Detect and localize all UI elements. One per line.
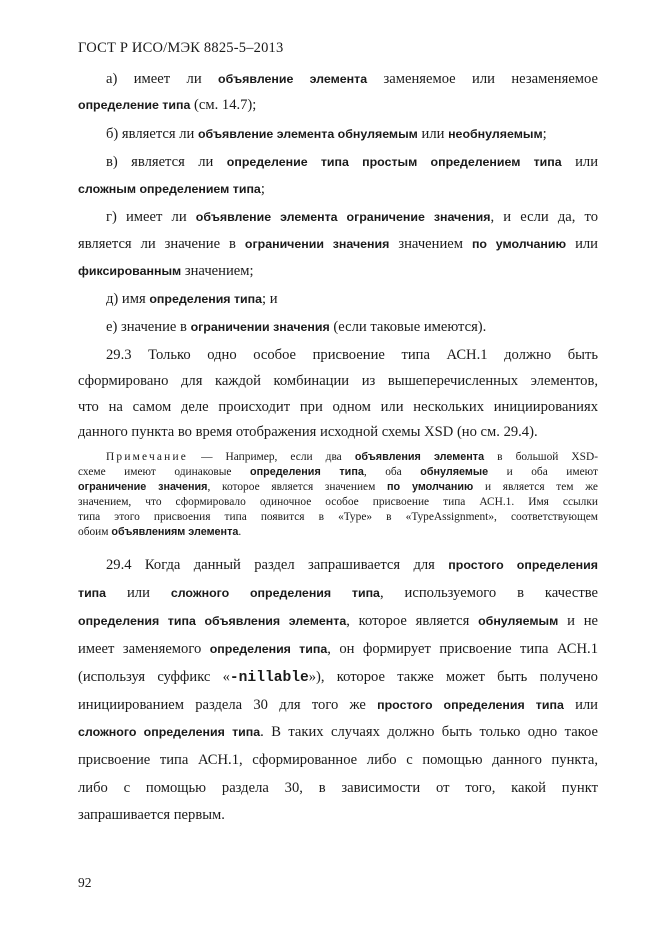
item-g-line-1: г) имеет ли объявление элемента ограничение значения, и если да, то xyxy=(106,209,599,225)
paragraph-29-4-line-4: имеет заменяемого определения типа, он формирует присвоение типа АСН.1 xyxy=(78,641,598,657)
paragraph-29-3-line-4: данного пункта во время отображения исходной схемы XSD (но см. 29.4). xyxy=(78,424,538,440)
paragraph-29-4-line-5: (используя суффикс «-nillable»), которое также может быть получено xyxy=(78,669,598,686)
nillable-suffix: -nillable xyxy=(229,670,309,686)
item-d: д) имя определения типа; и xyxy=(106,291,278,307)
item-e: е) значение в ограничении значения (если таковые имеются). xyxy=(106,319,487,335)
paragraph-29-3-line-3: что на самом деле происходит при одном или нескольких инициированиях xyxy=(78,399,598,415)
item-g-line-3: фиксированным значением; xyxy=(78,263,254,279)
note-line-1: Примечание — Например, если два объявления элемента в большой XSD- xyxy=(106,451,598,463)
item-v-line-1: в) является ли определение типа простым определением типа или xyxy=(106,154,599,170)
paragraph-29-4-line-6: инициированием раздела 30 для того же простого определения типа или xyxy=(78,697,598,713)
page-number: 92 xyxy=(78,875,92,890)
paragraph-29-3-line-1: 29.3 Только одно особое присвоение типа АСН.1 должно быть xyxy=(106,347,598,363)
paragraph-29-4-line-9: либо с помощью раздела 30, в зависимости от того, какой пункт xyxy=(78,780,598,796)
item-a-line-2: определение типа (см. 14.7); xyxy=(78,97,257,113)
paragraph-29-3-line-2: сформировано для каждой комбинации из вышеперечисленных элементов, xyxy=(78,373,598,389)
note-line-5: типа этого присвоения типа появится в «Type» в «TypeAssignment», соответствующем xyxy=(78,511,598,523)
paragraph-29-4-line-3: определения типа объявления элемента, которое является обнуляемым и не xyxy=(78,613,598,629)
paragraph-29-4-line-2: типа или сложного определения типа, используемого в качестве xyxy=(78,585,598,601)
item-g-line-2: является ли значение в ограничении значения значением по умолчанию или xyxy=(78,236,598,252)
item-a-line-1: а) имеет ли объявление элемента заменяемое или незаменяемое xyxy=(106,71,598,87)
paragraph-29-4-line-1: 29.4 Когда данный раздел запрашивается для простого определения xyxy=(106,557,599,573)
item-v-line-2: сложным определением типа; xyxy=(78,181,265,197)
paragraph-29-4-line-7: сложного определения типа. В таких случаях должно быть только одно такое xyxy=(78,724,598,740)
note-label: Примечание xyxy=(106,451,189,463)
note-line-4: значением, что сформировало одиночное особое присвоение типа АСН.1. Имя ссылки xyxy=(78,496,598,508)
document-header: ГОСТ Р ИСО/МЭК 8825-5–2013 xyxy=(78,40,284,56)
note-line-2: схеме имеют одинаковые определения типа, оба обнуляемые и оба имеют xyxy=(78,466,598,478)
note-line-3: ограничение значения, которое является значением по умолчанию и является тем же xyxy=(78,481,598,493)
paragraph-29-4-line-8: присвоение типа АСН.1, сформированное либо с помощью данного пункта, xyxy=(78,752,598,768)
paragraph-29-4-line-10: запрашивается первым. xyxy=(78,807,225,823)
item-b: б) является ли объявление элемента обнуляемым или необнуляемым; xyxy=(106,126,547,142)
note-line-6: обоим объявлениям элемента. xyxy=(78,526,242,538)
